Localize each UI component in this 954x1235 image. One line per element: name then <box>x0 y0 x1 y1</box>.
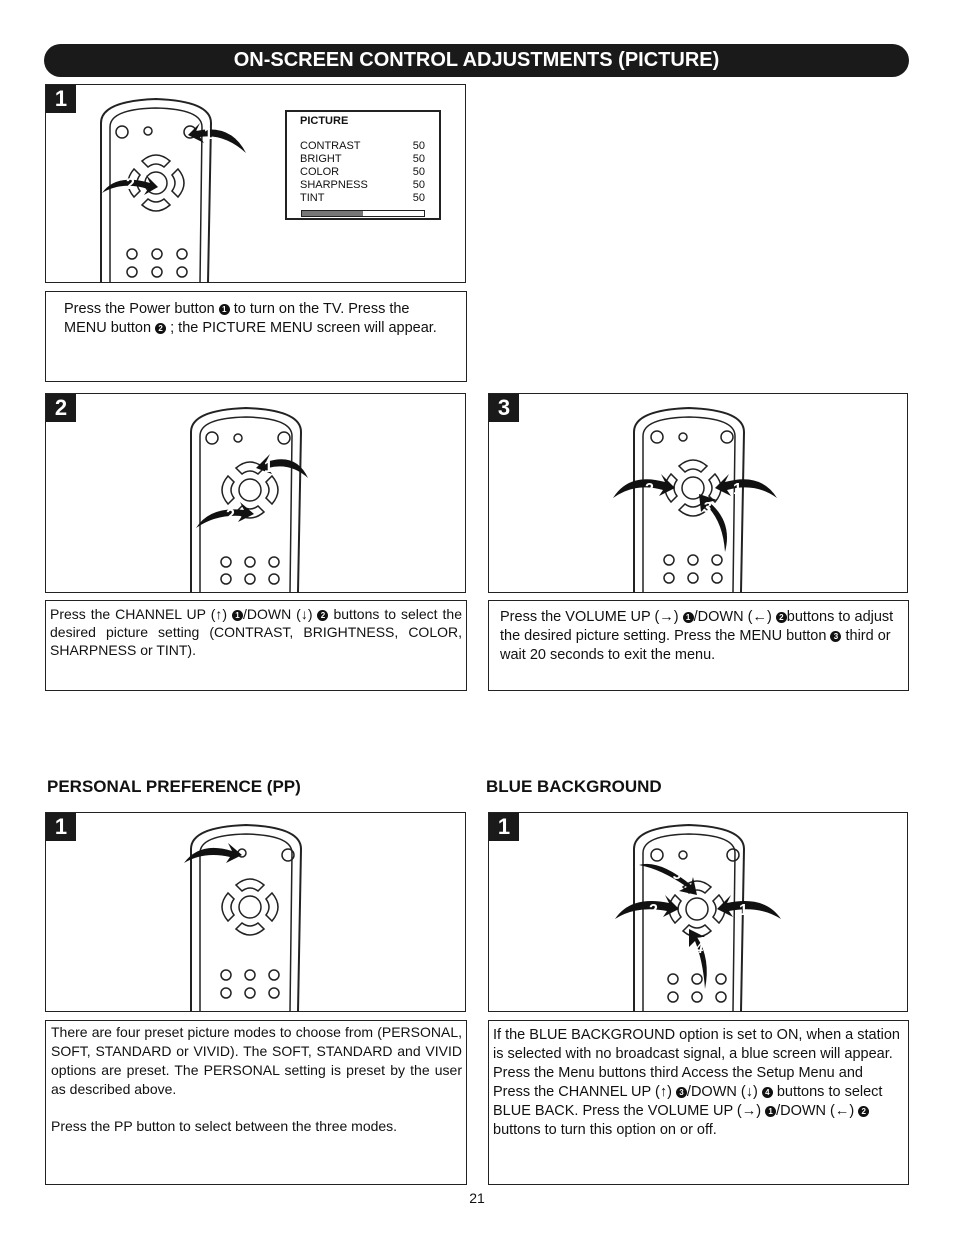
arrow-down-icon: ↓ <box>300 606 308 622</box>
text-span: buttons to turn this option on or off. <box>493 1122 717 1138</box>
step2-instructions <box>45 600 467 691</box>
menu-row-label: COLOR <box>300 166 340 178</box>
callout-2: 2 <box>649 902 658 919</box>
blue-illustration <box>488 812 908 1012</box>
text-span: ) <box>766 609 776 625</box>
step2-text <box>50 605 462 659</box>
text-span: to turn on the TV. Press the MENU button <box>64 301 410 336</box>
pp-heading: PERSONAL PREFERENCE (PP) <box>47 777 301 796</box>
level-bar <box>301 210 425 217</box>
text-span: /DOWN ( <box>686 1084 746 1100</box>
menu-row-label: CONTRAST <box>300 140 361 152</box>
text-span: ) <box>222 606 232 622</box>
remote-illustration <box>599 819 799 1011</box>
pp-paragraph-1: There are four preset picture modes to choose from (PERSONAL, SOFT, STANDARD or VIVID). The SOFT, STANDARD and VIVID options are preset. The PERSONAL setting is preset by the user as described above. <box>51 1024 462 1097</box>
number-3-icon: 3 <box>676 1087 687 1098</box>
number-2-icon: 2 <box>155 323 166 334</box>
callout-1: 1 <box>204 126 213 143</box>
callout-2: 2 <box>645 481 654 498</box>
arrow-up-icon: ↑ <box>215 606 223 622</box>
text-span: /DOWN ( <box>693 609 753 625</box>
menu-row <box>300 179 425 192</box>
callout-1: 1 <box>264 459 273 476</box>
remote-illustration <box>186 402 366 592</box>
text-span: ) <box>667 1084 676 1100</box>
text-span: buttons to select BLUE BACK. Press the VOLUME UP ( <box>493 1084 883 1119</box>
callout-1: 1 <box>739 902 748 919</box>
number-2-icon: 2 <box>317 610 328 621</box>
menu-row-label: TINT <box>300 192 325 204</box>
step3-instructions <box>488 600 909 691</box>
text-span: ) <box>752 1084 762 1100</box>
blue-text <box>493 1026 902 1140</box>
level-bar-fill <box>302 211 363 216</box>
arrow-left-icon: ← <box>752 609 767 625</box>
callout-3: 3 <box>673 866 682 883</box>
remote-illustration <box>96 93 286 283</box>
number-1-icon: 1 <box>765 1106 776 1117</box>
pp-paragraph-2: Press the PP button to select between the three modes. <box>51 1118 398 1134</box>
menu-row-value: 50 <box>412 153 425 165</box>
step2-illustration <box>45 393 466 593</box>
step2-badge: 2 <box>46 394 76 422</box>
remote-illustration <box>176 819 356 1011</box>
number-4-icon: 4 <box>762 1087 773 1098</box>
step3-text <box>500 608 900 665</box>
text-span: buttons to adjust the desired picture setting. Press the MENU button <box>500 609 894 644</box>
text-span: /DOWN ( <box>243 606 301 622</box>
text-span: /DOWN ( <box>776 1103 835 1119</box>
text-span: ) <box>673 609 683 625</box>
text-span: Press the Power button <box>64 301 219 317</box>
arrow-right-icon: → <box>659 609 674 625</box>
pp-description <box>45 1020 467 1185</box>
menu-row <box>300 153 425 166</box>
text-span: If the BLUE BACKGROUND option is set to ON, when a station is selected with no broadcast signal, a blue screen will appear. Press the Menu buttons third Access the Setup Menu and Press the CHANNEL UP ( <box>493 1027 900 1100</box>
number-3-icon: 3 <box>830 631 841 642</box>
menu-row <box>300 192 425 205</box>
menu-row-label: SHARPNESS <box>300 179 368 191</box>
menu-row-value: 50 <box>412 179 425 191</box>
menu-row-label: BRIGHT <box>300 153 342 165</box>
arrow-right-icon: → <box>741 1103 757 1119</box>
page-number: 21 <box>469 1190 485 1206</box>
arrow-down-icon: ↓ <box>745 1084 753 1100</box>
number-1-icon: 1 <box>219 304 230 315</box>
page-title: ON-SCREEN CONTROL ADJUSTMENTS (PICTURE) <box>44 44 909 77</box>
remote-illustration <box>599 402 799 592</box>
arrow-up-icon: ↑ <box>659 1084 668 1100</box>
text-span: Press the VOLUME UP ( <box>500 609 660 625</box>
text-span: ; the PICTURE MENU screen will appear. <box>166 320 437 336</box>
blue-badge: 1 <box>489 813 519 841</box>
text-span: third or wait 20 seconds to exit the menu. <box>500 628 891 663</box>
number-2-icon: 2 <box>858 1106 869 1117</box>
step1-badge: 1 <box>46 85 76 113</box>
callout-1: 1 <box>733 481 742 498</box>
text-span: ) <box>756 1103 766 1119</box>
menu-row-value: 50 <box>412 140 425 152</box>
picture-menu-title: PICTURE <box>300 115 349 127</box>
menu-row-value: 50 <box>412 192 425 204</box>
menu-row <box>300 140 425 153</box>
step1-illustration <box>45 84 466 283</box>
menu-row <box>300 166 425 179</box>
arrow-left-icon: ← <box>834 1103 850 1119</box>
step3-illustration <box>488 393 908 593</box>
callout-3: 3 <box>703 499 712 516</box>
text-span: buttons to select the desired picture setting (CONTRAST, BRIGHTNESS, COLOR, SHARPNESS or TINT). <box>50 606 462 658</box>
step3-badge: 3 <box>489 394 519 422</box>
step1-instructions <box>45 291 467 382</box>
number-1-icon: 1 <box>232 610 243 621</box>
number-1-icon: 1 <box>683 612 694 623</box>
callout-2: 2 <box>226 507 235 524</box>
blue-heading: BLUE BACKGROUND <box>486 777 662 796</box>
menu-row-value: 50 <box>412 166 425 178</box>
number-2-icon: 2 <box>776 612 787 623</box>
pp-badge: 1 <box>46 813 76 841</box>
callout-4: 4 <box>695 940 704 957</box>
text-span: ) <box>307 606 318 622</box>
picture-menu-screen <box>285 110 441 220</box>
step1-text <box>64 300 448 338</box>
pp-illustration <box>45 812 466 1012</box>
text-span: ) <box>849 1103 859 1119</box>
callout-2: 2 <box>126 176 135 193</box>
text-span: Press the CHANNEL UP ( <box>50 606 216 622</box>
blue-description <box>488 1020 909 1185</box>
